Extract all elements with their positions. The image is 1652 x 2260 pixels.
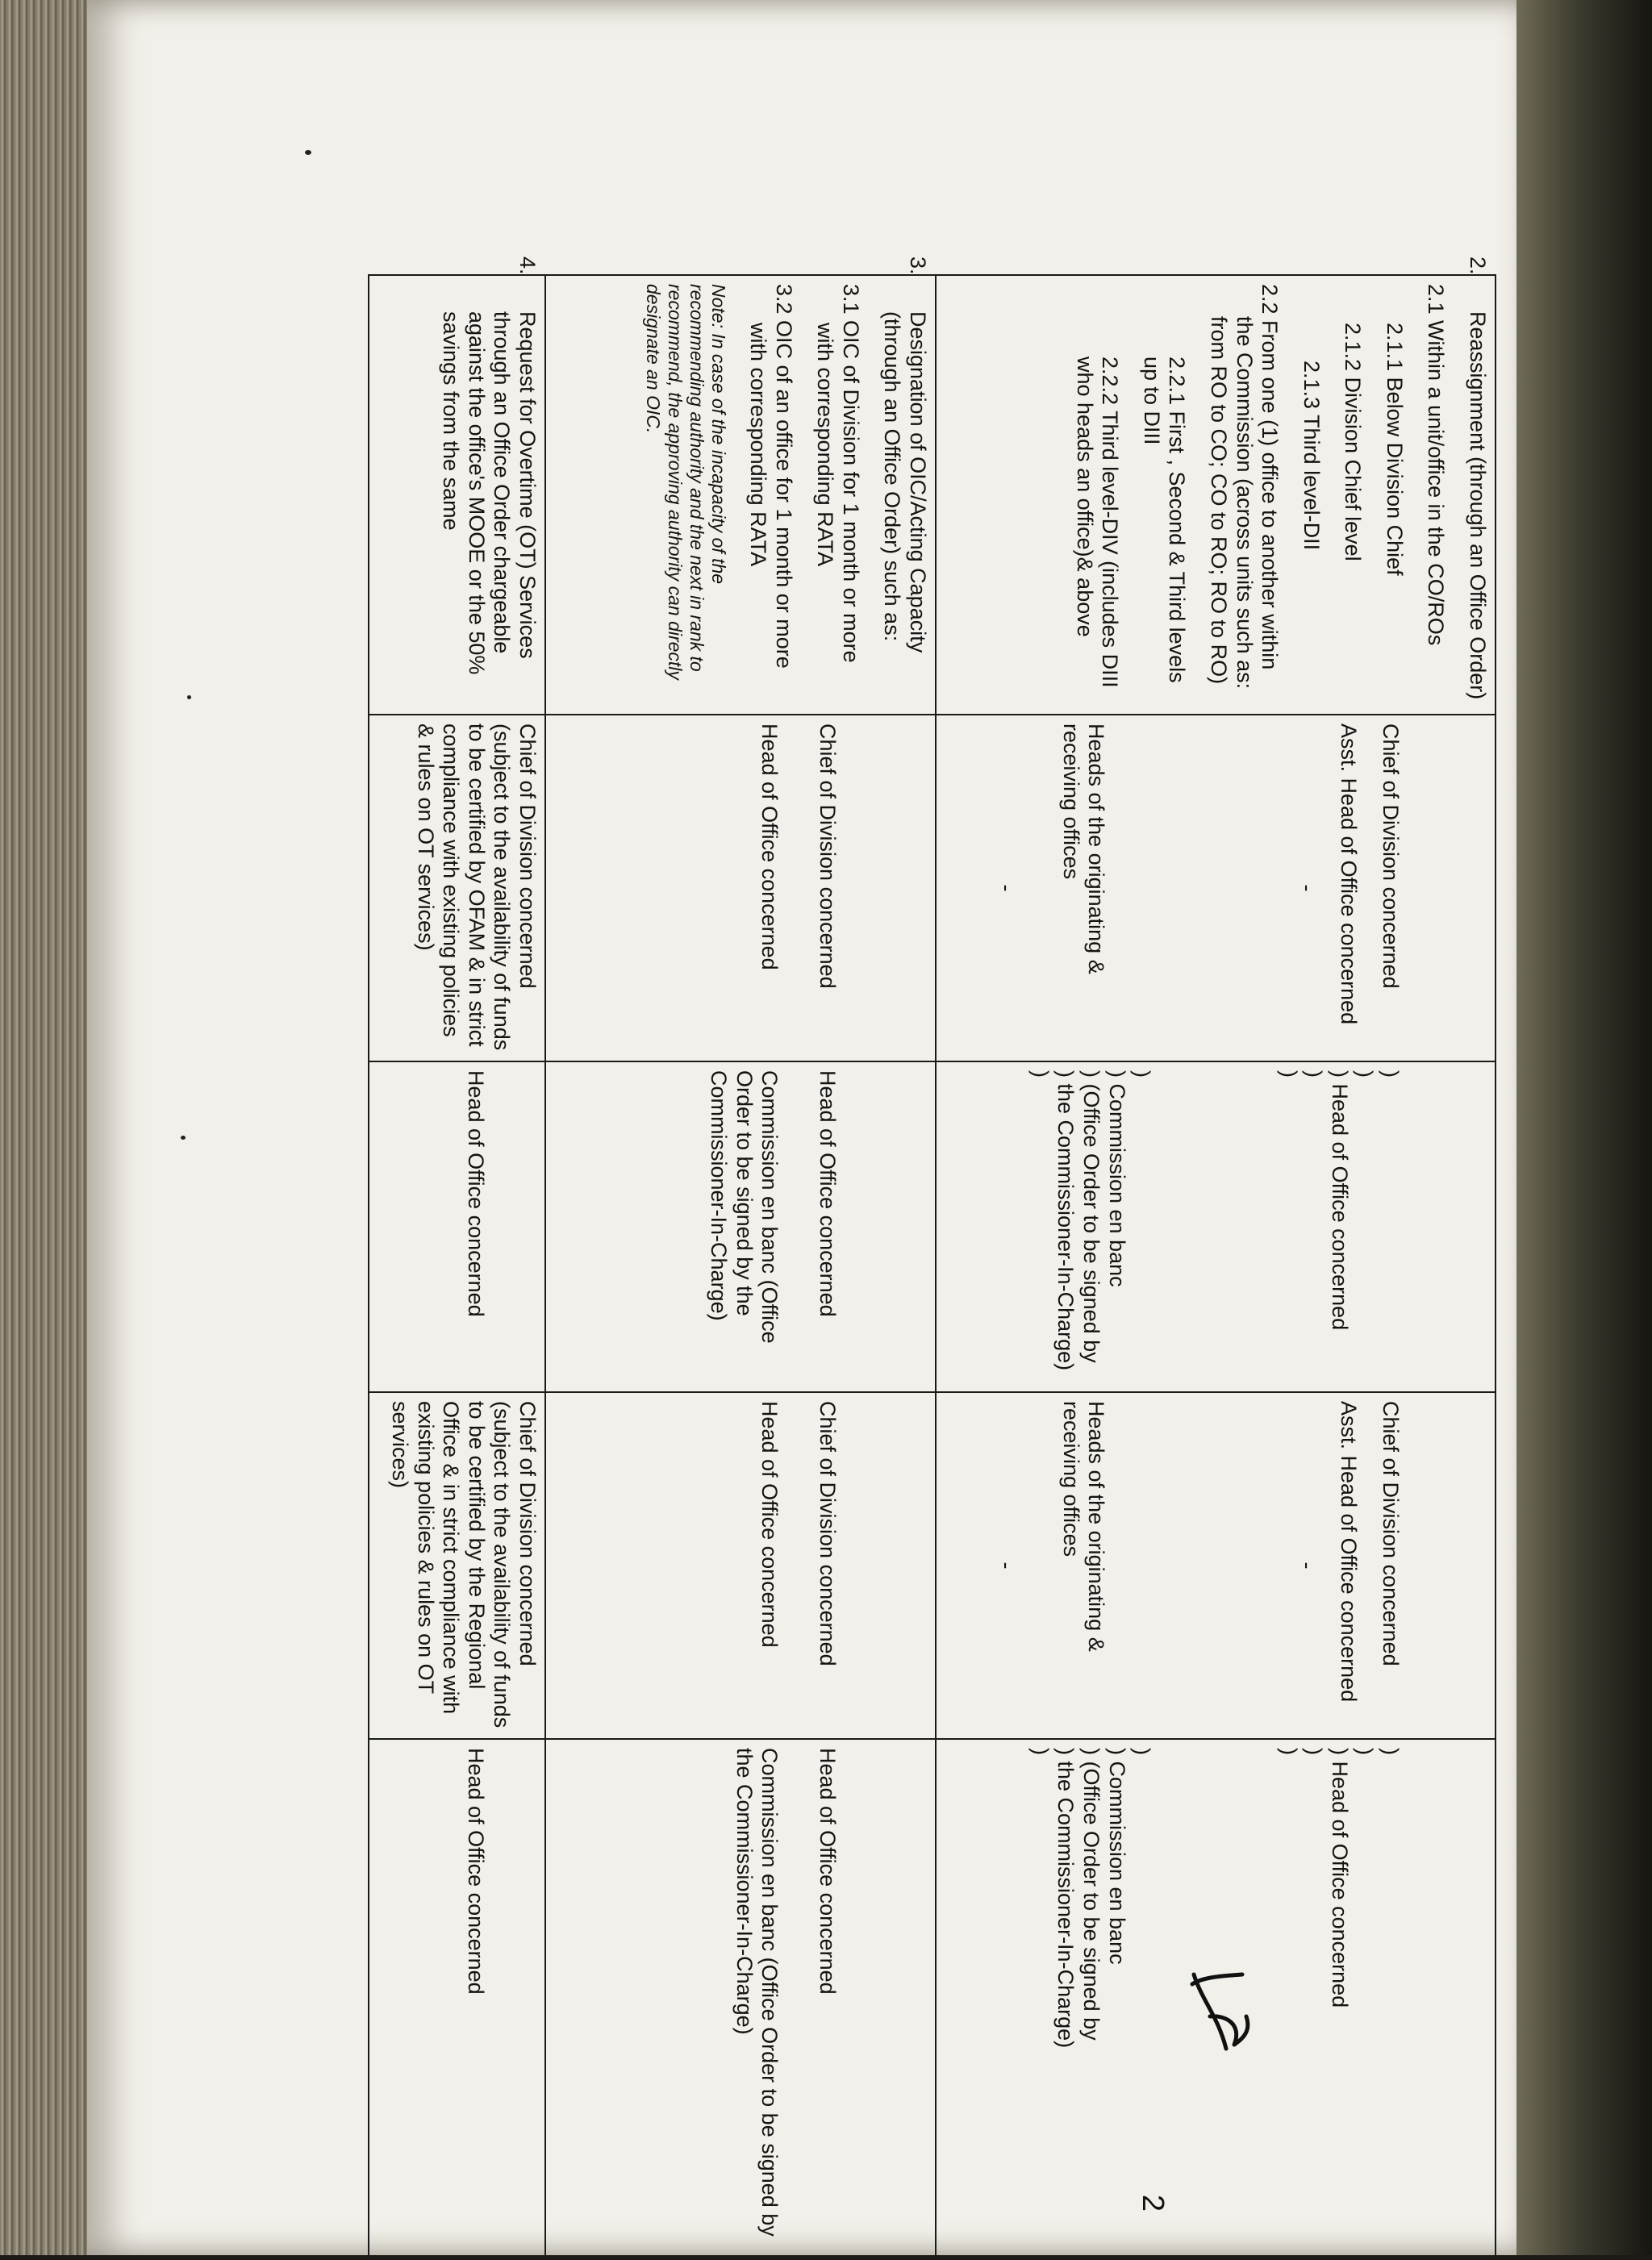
authority-text: (Office Order to be signed by bbox=[1078, 1761, 1103, 2041]
authority-text: Head of Office concerned bbox=[816, 1748, 840, 1995]
authority-text: Chief of Division concerned bbox=[1379, 723, 1403, 989]
cell-recommending-co bbox=[936, 715, 1496, 1061]
cell-action bbox=[369, 256, 545, 715]
section-number: 2. bbox=[1466, 256, 1490, 275]
authority-text: Head of Office concerned bbox=[757, 1401, 782, 1648]
authority-text: - bbox=[1295, 884, 1320, 892]
authority-text: Head of Office concerned bbox=[464, 1070, 488, 1317]
subsection-label: 2.2.1 First , Second & Third levels up to DIII bbox=[1139, 357, 1190, 683]
section-title: Reassignment (through an Office Order) bbox=[1466, 311, 1490, 700]
table-row-reassignment bbox=[936, 275, 1496, 2259]
signature-initials bbox=[1186, 1968, 1258, 2057]
table-row-designation-oic bbox=[545, 275, 936, 2259]
cell-approving-co bbox=[545, 1061, 936, 1392]
authority-text: Commission en banc (Office Order to be signed by the Commissioner-In-Charge) bbox=[732, 1748, 782, 2237]
subsection-label: 2.1 Within a unit/office in the CO/ROs bbox=[1424, 284, 1449, 646]
authority-text: Chief of Division concerned bbox=[1379, 1401, 1403, 1666]
cell-action bbox=[545, 256, 936, 715]
cell-action bbox=[936, 256, 1496, 715]
subsection-label: 2.2.2 Third level-DIV (includes DIII who heads an office)& above bbox=[1072, 357, 1123, 688]
cell-approving-co: ) ) ) Head of Office concerned ) ) ) ) Commission en banc ) (Office Order to be signed by ) the Commissioner-In-Charge) ) bbox=[936, 1061, 1496, 1392]
authority-text: the Commissioner-In-Charge) bbox=[1053, 1761, 1078, 2049]
subsection-label: 2.2 From one (1) office to another within the Commission (across units such as: from RO to CO; CO to RO; RO to RO) bbox=[1206, 284, 1283, 690]
note-text: Note: In case of the incapacity of the recommending authority and the next in rank to recommend, the approving authority can directly designate an OIC. bbox=[642, 284, 729, 680]
cell-recommending-co bbox=[369, 715, 545, 1061]
paper-speck bbox=[181, 1136, 186, 1140]
authority-text: - bbox=[1295, 1562, 1320, 1570]
authority-text: Head of Office concerned bbox=[1327, 1083, 1352, 1331]
section-title: Designation of OIC/Acting Capacity (through an Office Order) such as: bbox=[880, 311, 930, 653]
authority-text: Chief of Division concerned (subject to the availability of funds to be certified by OFAM & in strict compliance with existing policies & rules on OT services) bbox=[413, 723, 540, 1051]
subsection-label: 3.2 OIC of an office for 1 month or more with corresponding RATA bbox=[746, 284, 796, 669]
authority-text: the Commissioner-In-Charge) bbox=[1053, 1083, 1078, 1371]
section-title: Request for Overtime (OT) Services through an Office Order chargeable against the office's MOOE or the 50% savings from the same bbox=[439, 311, 540, 675]
authority-text: - bbox=[995, 884, 1020, 892]
delegation-table bbox=[368, 256, 1496, 2260]
binding-shadow bbox=[1516, 0, 1652, 2255]
authority-text: Asst. Head of Office concerned bbox=[1337, 723, 1362, 1025]
cell-recommending-ro bbox=[936, 1392, 1496, 1739]
authority-text: Heads of the originating & receiving offices bbox=[1058, 723, 1109, 974]
paper-speck bbox=[187, 695, 191, 699]
section-number: 3. bbox=[906, 256, 930, 275]
authority-text: Heads of the originating & receiving offices bbox=[1058, 1401, 1109, 1652]
authority-text: Head of Office concerned bbox=[757, 723, 782, 970]
authority-text: Chief of Division concerned (subject to the availability of funds to be certified by the Regional Office & in strict compliance with existing policies & rules on OT services) bbox=[388, 1401, 540, 1728]
authority-text: Asst. Head of Office concerned bbox=[1337, 1401, 1362, 1703]
subsection-label: 2.1.2 Division Chief level bbox=[1341, 323, 1366, 561]
cell-recommending-ro bbox=[545, 1392, 936, 1739]
authority-text: (Office Order to be signed by bbox=[1078, 1083, 1103, 1363]
cell-approving-ro: ) ) ) Head of Office concerned ) ) ) ) Commission en banc ) (Office Order to be signed by ) the Commissioner-In-Charge) ) bbox=[936, 1739, 1496, 2259]
authority-text: Chief of Division concerned bbox=[816, 723, 840, 989]
cell-approving-co bbox=[369, 1061, 545, 1392]
authority-text: Head of Office concerned bbox=[1327, 1761, 1352, 2008]
authority-text: Head of Office concerned bbox=[816, 1070, 840, 1317]
table-row-overtime bbox=[369, 275, 545, 2259]
authority-text: Commission en banc bbox=[1104, 1761, 1129, 1965]
subsection-label: 2.1.3 Third level-DII bbox=[1299, 361, 1324, 551]
section-number: 4. bbox=[515, 256, 540, 275]
cell-recommending-ro bbox=[369, 1392, 545, 1739]
subsection-label: 2.1.1 Below Division Chief bbox=[1382, 323, 1407, 576]
rotated-document-content bbox=[286, 256, 1496, 2258]
authority-text: Commission en banc bbox=[1104, 1083, 1129, 1287]
authority-text: Commission en banc (Office Order to be signed by the Commissioner-In-Charge) bbox=[707, 1070, 782, 1344]
subsection-label: 3.1 OIC of Division for 1 month or more with corresponding RATA bbox=[813, 284, 863, 663]
cell-recommending-co bbox=[545, 715, 936, 1061]
page-number: 2 bbox=[1136, 2194, 1170, 2212]
authority-text: Chief of Division concerned bbox=[816, 1401, 840, 1666]
cell-approving-ro bbox=[369, 1739, 545, 2259]
authority-text: Head of Office concerned bbox=[464, 1748, 488, 1995]
paper-speck bbox=[305, 150, 311, 155]
authority-text: - bbox=[995, 1562, 1020, 1570]
cell-approving-ro bbox=[545, 1739, 936, 2259]
